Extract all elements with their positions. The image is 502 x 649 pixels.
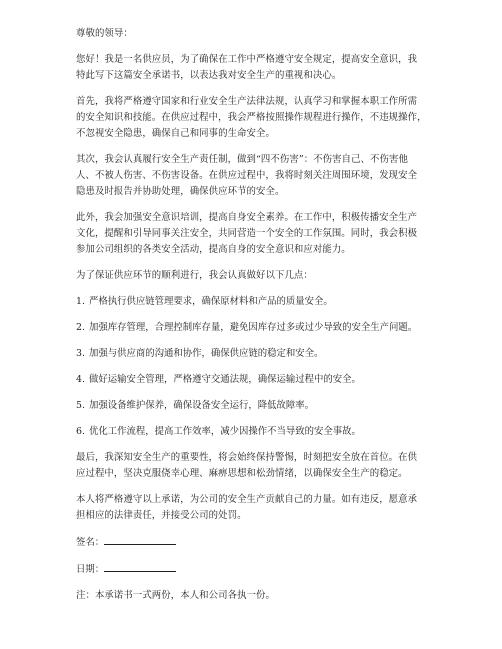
list-item-text: 加强与供应商的沟通和协作，确保供应链的稳定和安全。 [89,348,324,359]
signature-label: 签名： [76,537,105,548]
list-item-number: 2. [76,322,85,333]
list-item-text: 加强设备维护保养，确保设备安全运行，降低故障率。 [89,400,315,411]
document-page [76,26,432,614]
date-label: 日期： [76,564,105,575]
list-item-text: 加强库存管理，合理控制库存量，避免因库存过多或过少导致的安全生产问题。 [89,322,418,333]
list-item [76,398,432,414]
paragraph-second: 其次，我会认真履行安全生产责任制，做到“四不伤害”：不伤害自己、不伤害他 人、不被人伤害、不伤害设备。在供应过程中，我将时刻关注周围环境，发现安全 隐患及时报告并协助处理，确保供应环节的安全。 [76,154,418,197]
list-item-number: 6. [76,426,85,437]
paragraph-third: 此外，我会加强安全意识培训，提高自身安全素养。在工作中，积极传播安全生产 文化，提醒和引导同事关注安全，共同营造一个安全的工作氛围。同时，我会积极 参加公司组织的各类安全活动，提高自身的安全意识和应对能力。 [76,212,418,255]
signature-line [76,534,432,551]
list-item-number: 4. [76,374,85,385]
paragraph-first: 首先，我将严格遵守国家和行业安全生产法律法规，认真学习和掌握本职工作所需 的安全知识和技能。在供应过程中，我会严格按照操作规程进行操作，不违规操作， 不忽视安全隐患，确保自己和同事的生命安全。 [76,96,427,139]
paragraph-final: 最后，我深知安全生产的重要性，将会始终保持警惕，时刻把安全放在首位。在供 应过程中，坚决克服侥幸心理、麻痹思想和松劲情绪，以确保安全生产的稳定。 [76,452,418,479]
list-item-number: 3. [76,348,85,359]
date-line [76,561,432,578]
date-blank[interactable] [104,561,176,572]
list-item-text: 严格执行供应链管理要求，确保原材料和产品的质量安全。 [89,296,333,307]
paragraph-commitment: 本人将严格遵守以上承诺，为公司的安全生产贡献自己的力量。如有违反，愿意承 担相应的法律责任，并接受公司的处罚。 [76,494,418,521]
list-item [76,424,432,440]
list-item [76,294,432,310]
paragraph-intro: 您好！我是一名供应员，为了确保在工作中严格遵守安全规定，提高安全意识，我 特此写下这篇安全承诺书，以表达我对安全生产的重视和决心。 [76,54,418,81]
salutation: 尊敬的领导： [76,28,133,39]
list-item-text: 做好运输安全管理，严格遵守交通法规，确保运输过程中的安全。 [89,374,361,385]
footnote: 注：本承诺书一式两份，本人和公司各执一份。 [76,590,275,601]
paragraph-list-intro: 为了保证供应环节的顺利进行，我会认真做好以下几点： [76,270,313,281]
list-item [76,320,432,336]
list-item [76,346,432,362]
signature-blank[interactable] [104,534,176,545]
list-item-number: 5. [76,400,85,411]
list-item-text: 优化工作流程，提高工作效率，减少因操作不当导致的安全事故。 [89,426,361,437]
list-item-number: 1. [76,296,85,307]
list-item [76,372,432,388]
